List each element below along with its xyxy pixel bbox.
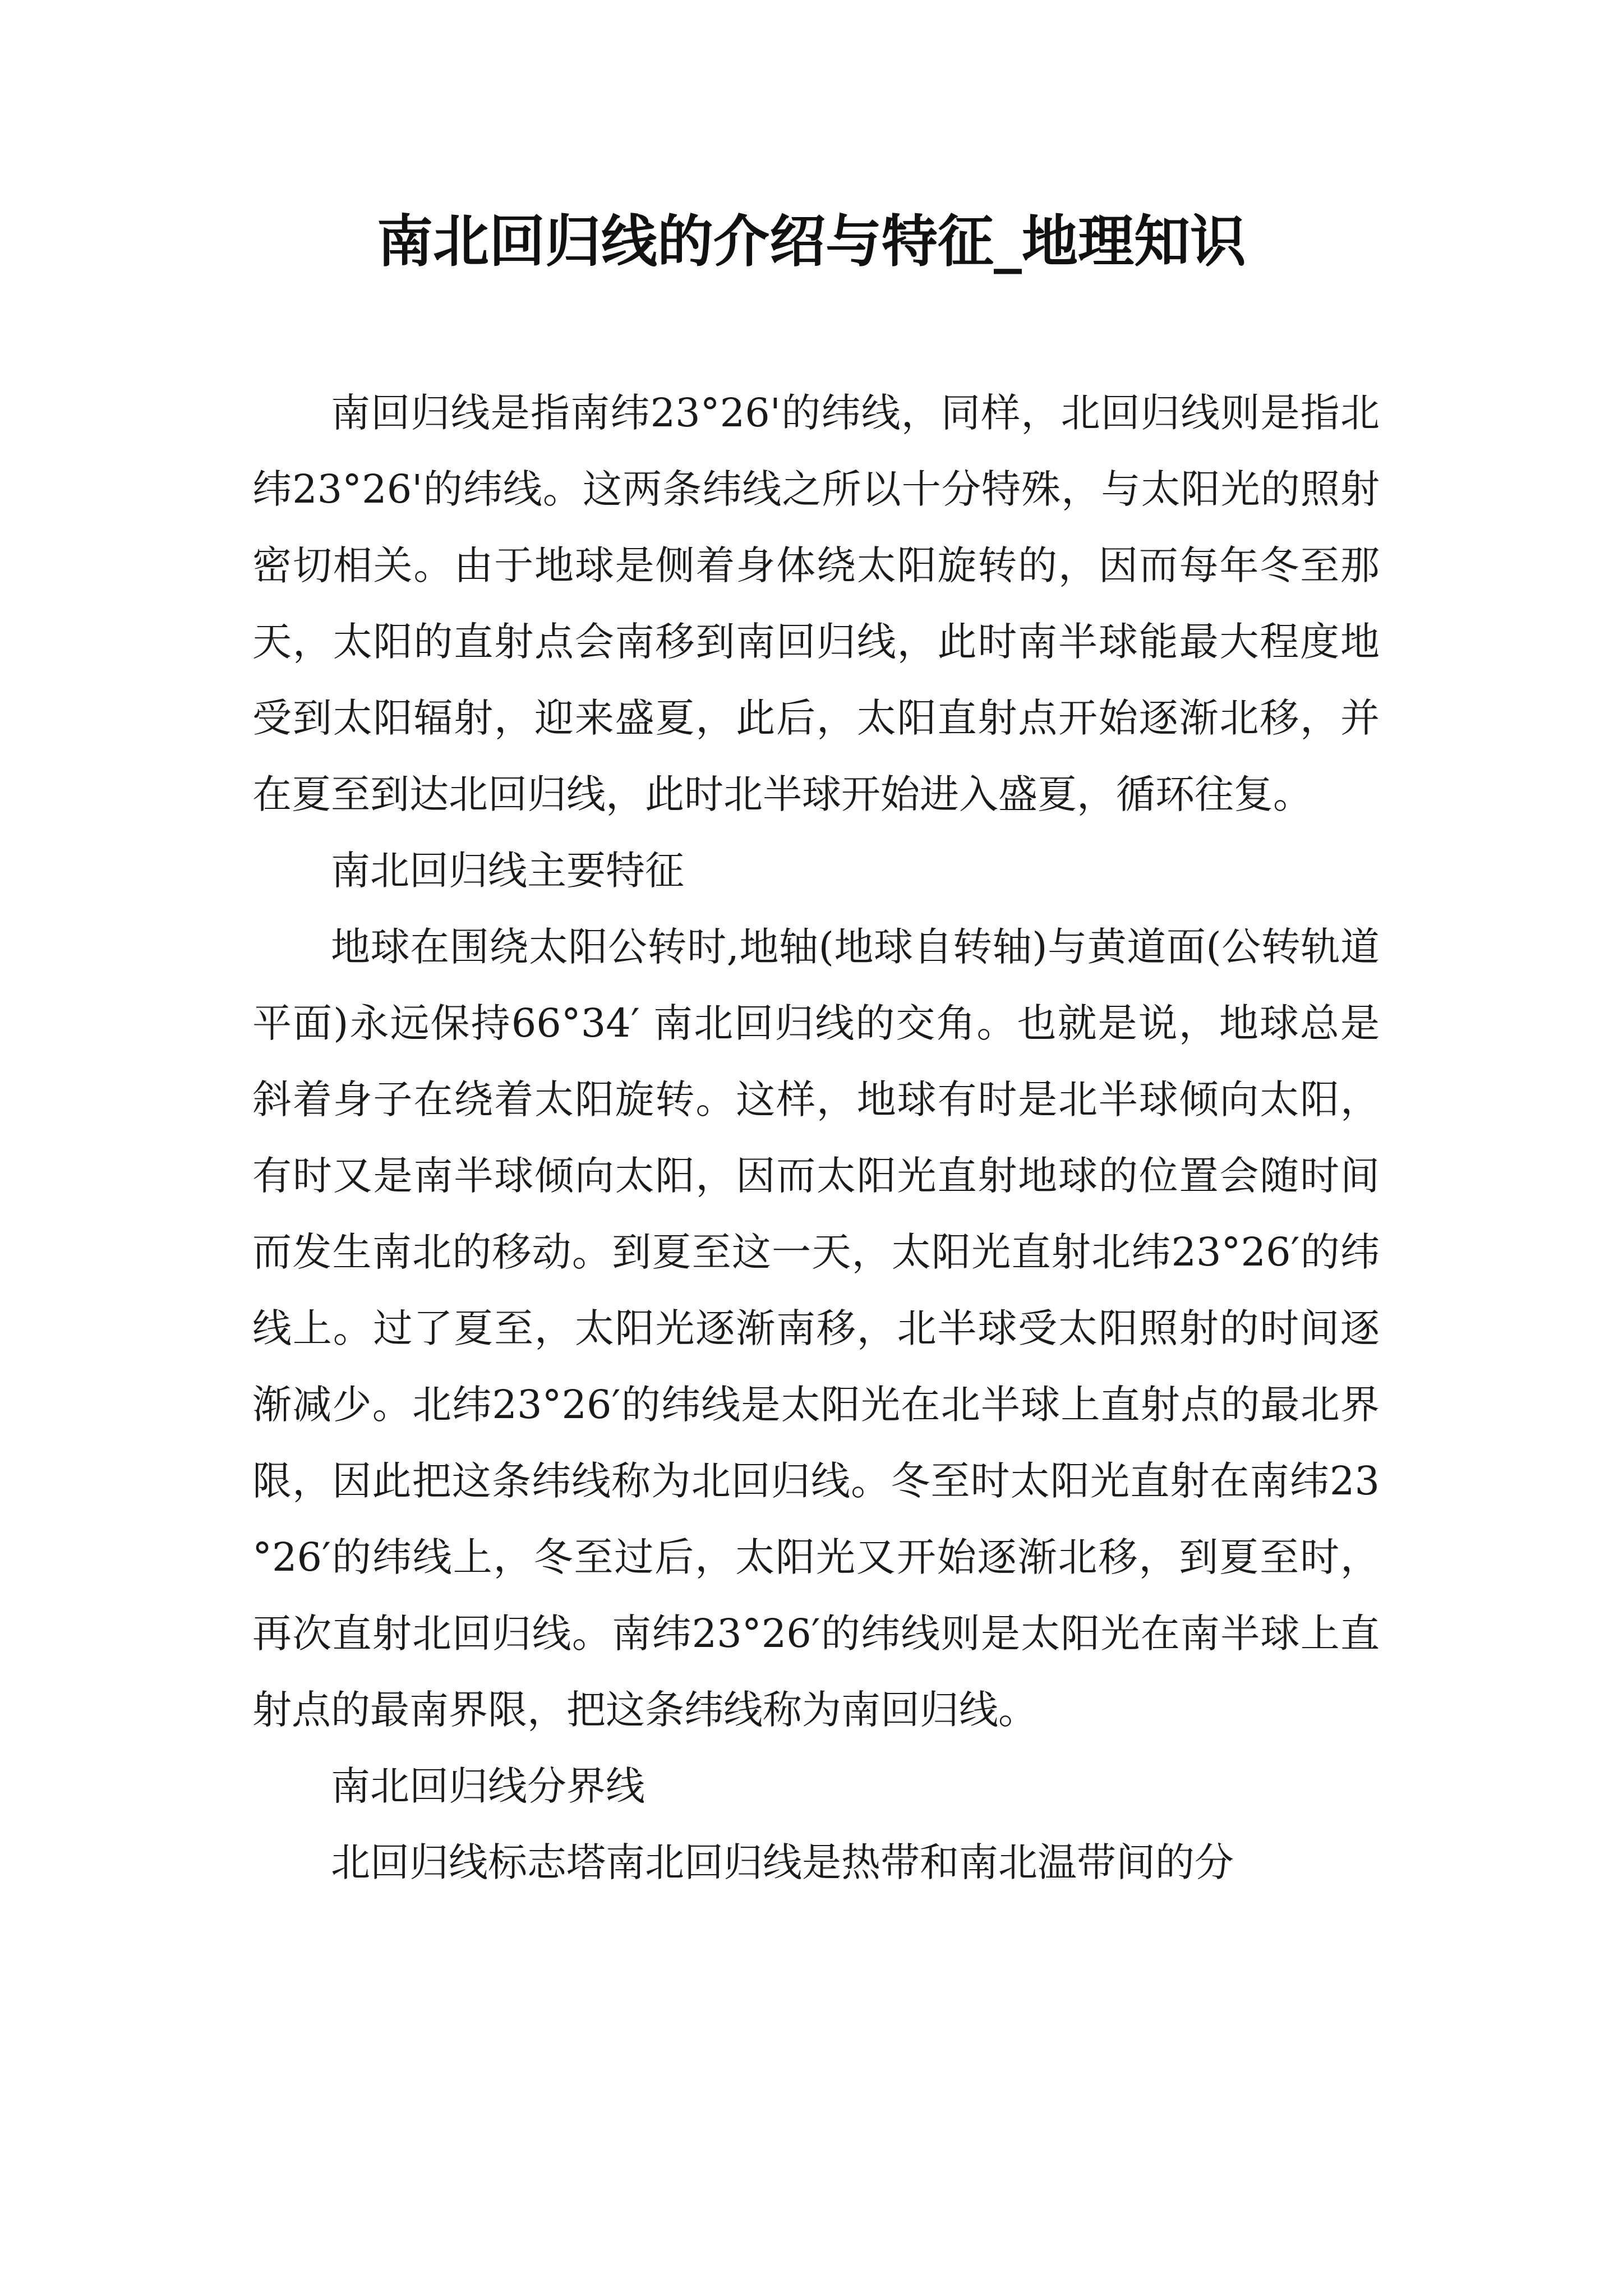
paragraph-intro: 南回归线是指南纬23°26'的纬线，同样，北回归线则是指北纬23°26'的纬线。这两条纬线之所以十分特殊，与太阳光的照射密切相关。由于地球是侧着身体绕太阳旋转的，因而每年冬至那天，太阳的直射点会南移到南回归线，此时南半球能最大程度地受到太阳辐射，迎来盛夏，此后，太阳直射点开始逐渐北移，并在夏至到达北回归线，此时北半球开始进入盛夏，循环往复。: [252, 390, 1380, 817]
paragraph-boundary: 北回归线标志塔南北回归线是热带和南北温带间的分: [331, 1839, 1234, 1885]
section-heading-features: 南北回归线主要特征: [331, 848, 684, 894]
document-body: [252, 375, 1380, 1901]
document-title: 南北回归线的介绍与特征_地理知识: [377, 208, 1246, 274]
section-heading-boundary: 南北回归线分界线: [331, 1763, 645, 1809]
paragraph-features: 地球在围绕太阳公转时,地轴(地球自转轴)与黄道面(公转轨道平面)永远保持66°34′ 南北回归线的交角。也就是说，地球总是斜着身子在绕着太阳旋转。这样，地球有时是北半球倾向太阳，有时又是南半球倾向太阳，因而太阳光直射地球的位置会随时间而发生南北的移动。到夏至这一天，太阳光直射北纬23°26′的纬线上。过了夏至，太阳光逐渐南移，北半球受太阳照射的时间逐渐减少。北纬23°26′的纬线是太阳光在北半球上直射点的最北界限，因此把这条纬线称为北回归线。冬至时太阳光直射在南纬23°26′的纬线上，冬至过后，太阳光又开始逐渐北移，到夏至时，再次直射北回归线。南纬23°26′的纬线则是太阳光在南半球上直射点的最南界限，把这条纬线称为南回归线。: [252, 924, 1380, 1733]
